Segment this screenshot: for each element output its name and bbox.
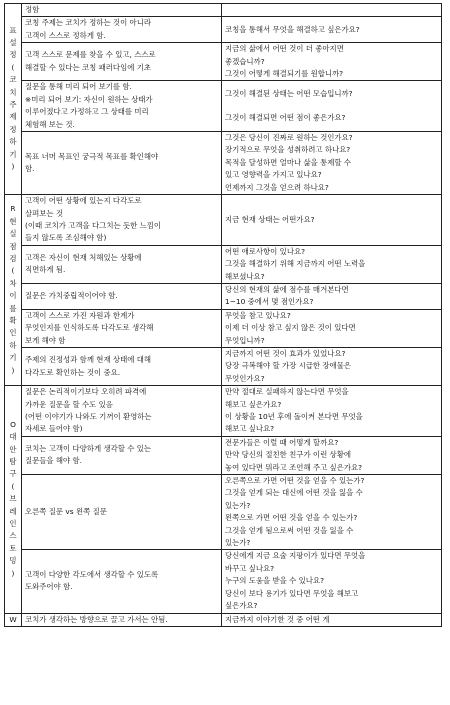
section-label-char: 를	[9, 303, 17, 313]
table-row	[5, 613, 442, 626]
description-line: 살펴보는 것	[25, 208, 64, 218]
description-cell	[22, 81, 222, 132]
section-label-char: 이	[9, 291, 17, 301]
section-label-char: 코	[9, 75, 17, 85]
description-cell	[22, 17, 222, 43]
description-line: 고객이 다양한 각도에서 생각할 수 있도록	[25, 570, 159, 580]
section-label-char: 검	[9, 253, 17, 263]
question-line: 싶은가요?	[225, 601, 258, 611]
question-line: 당신에게 지금 요술 지팡이가 있다면 무엇을	[225, 551, 366, 561]
question-cell	[222, 132, 442, 195]
section-label-char: 하	[9, 137, 17, 147]
question-cell	[222, 81, 442, 132]
section-label-char: W	[9, 614, 17, 624]
section-label-char: )	[11, 365, 15, 375]
table-row	[5, 475, 442, 550]
question-line: 누구의 도움을 받을 수 있나요?	[225, 576, 324, 586]
question-line: 바꾸고 싶나요?	[225, 563, 275, 573]
question-line: 당장 극복해야 할 가장 시급한 장애물은	[225, 361, 351, 371]
table-row	[5, 245, 442, 283]
description-line: 자세로 들어야 함)	[25, 424, 83, 434]
description-line: 주제의 진정성과 함께 현재 상태에 대해	[25, 355, 151, 365]
description-line: 해결할 수 있다는 코칭 패러다임에 기초	[25, 62, 151, 72]
question-cell	[222, 613, 442, 626]
section-label-r	[5, 195, 22, 386]
question-line: 놓여 있다면 뭐라고 조언해 주고 싶은가요?	[225, 462, 363, 472]
section-label-char: 점	[9, 241, 17, 251]
description-cell	[22, 475, 222, 550]
description-cell	[22, 386, 222, 437]
question-cell	[222, 17, 442, 43]
description-cell	[22, 613, 222, 626]
question-line: 지금의 삶에서 어떤 것이 더 좋아지면	[225, 44, 344, 54]
section-label-char: R	[10, 204, 16, 214]
question-line: 있고 영향력을 가지고 있나요?	[225, 170, 322, 180]
question-line: 좋겠습니까?	[225, 56, 265, 66]
section-label-char: 인	[9, 518, 17, 528]
question-line: 당신의 현재의 삶에 점수를 매겨본다면	[225, 284, 349, 294]
description-line: (이때 코치가 고객을 다그치는 듯한 느낌이	[25, 220, 162, 230]
question-cell	[222, 475, 442, 550]
section-label-char: 구	[9, 469, 17, 479]
question-line: 그것이 어떻게 해결되기를 원합니까?	[225, 69, 344, 79]
section-label-char: (	[11, 62, 15, 72]
section-label-char: 인	[9, 328, 17, 338]
description-line: 질문은 논리적이기보다 오히려 파격에	[25, 387, 147, 397]
description-cell	[22, 132, 222, 195]
description-line: 오른쪽 질문 vs 왼쪽 질문	[25, 507, 107, 517]
table-row	[5, 550, 442, 613]
table-row	[5, 347, 442, 385]
question-cell	[222, 195, 442, 246]
section-label-char: 제	[9, 112, 17, 122]
question-line: 그것을 해결하기 위해 지금까지 어떤 노력을	[225, 259, 366, 269]
table-row	[5, 283, 442, 309]
section-label-char: 대	[9, 432, 17, 442]
question-line: 해보고 싶은가요?	[225, 399, 282, 409]
question-line: 어떤 애로사항이 있나요?	[225, 246, 306, 256]
section-label-char: 표	[9, 25, 17, 35]
question-line: 이 상황을 10년 후에 돌이켜 본다면 무엇을	[225, 412, 363, 421]
question-line: 오른쪽으로 가면 어떤 것을 얻을 수 있는가?	[225, 476, 365, 486]
question-cell	[222, 309, 442, 347]
table-row	[5, 81, 442, 132]
table-row	[5, 309, 442, 347]
description-cell	[22, 347, 222, 385]
section-label-o	[5, 386, 22, 613]
table-row	[5, 17, 442, 43]
description-cell	[22, 43, 222, 81]
question-line: 지금까지 이야기한 것 중 어떤 게	[225, 614, 330, 624]
section-label-char: 하	[9, 340, 17, 350]
question-cell	[222, 436, 442, 474]
table-row	[5, 43, 442, 81]
section-label-char: 스	[9, 531, 17, 541]
section-label-char: )	[11, 568, 15, 578]
description-cell	[22, 245, 222, 283]
section-label-char: 레	[9, 506, 17, 516]
description-line: ※미리 되어 보기: 자신이 원하는 상태가	[25, 94, 153, 104]
table-row	[5, 386, 442, 437]
description-line: 고객 스스로 문제를 찾을 수 있고, 스스로	[25, 50, 156, 60]
section-label-char: 확	[9, 315, 17, 325]
section-label-char: O	[10, 419, 16, 429]
coaching-grow-table	[4, 3, 442, 627]
description-line: 무엇인지를 인식하도록 다각도로 생각해	[25, 323, 154, 333]
description-line: 도와주어야 함.	[25, 582, 73, 592]
section-label-char: (	[11, 481, 15, 491]
question-line	[225, 100, 438, 112]
description-cell	[22, 309, 222, 347]
question-line	[225, 4, 438, 16]
question-line: 지금까지 어떤 것이 효과가 있었나요?	[225, 348, 346, 358]
description-line: 고객은 자신이 현재 처해있는 상황에	[25, 252, 142, 262]
section-label-char: 설	[9, 38, 17, 48]
section-label-char: 정	[9, 124, 17, 134]
question-line: 있는가?	[225, 500, 251, 510]
question-cell	[222, 4, 442, 17]
section-label-char: 탐	[9, 456, 17, 466]
section-label-char: 브	[9, 494, 17, 504]
table-row	[5, 4, 442, 17]
description-line: 함.	[25, 164, 35, 174]
description-line: 질문은 가치중립적이어야 함.	[25, 291, 118, 301]
section-label-char: 기	[9, 353, 17, 363]
question-line: 1~10 중에서 몇 점인가요?	[225, 297, 314, 307]
description-cell	[22, 4, 222, 17]
section-label-char: 밍	[9, 556, 17, 566]
description-line: 질문을 통해 미리 되어 보기를 함.	[25, 82, 132, 92]
question-cell	[222, 283, 442, 309]
question-line: 지금 현재 상태는 어떤가요?	[225, 214, 315, 224]
description-line: 고객이 어떤 상황에 있는지 다각도로	[25, 196, 142, 206]
question-line: 목적을 달성하면 얼마나 삶을 통제할 수	[225, 157, 351, 167]
table-row	[5, 195, 442, 246]
description-line: (어떤 이야기가 나와도 기꺼이 환영하는	[25, 412, 152, 421]
question-line: 만약 당신의 절친한 친구가 이런 상황에	[225, 450, 351, 460]
description-cell	[22, 550, 222, 613]
description-line: 보게 해야 함	[25, 335, 66, 345]
description-cell	[22, 436, 222, 474]
question-line: 장기적으로 무엇을 성취하려고 하나요?	[225, 145, 351, 155]
description-line: 질문들을 해야 함.	[25, 456, 83, 466]
description-line: 들지 않도록 조심해야 함)	[25, 233, 107, 243]
question-line: 그것을 얻게 되는 대신에 어떤 것을 잃을 수	[225, 488, 363, 498]
question-cell	[222, 386, 442, 437]
section-label-char: 치	[9, 87, 17, 97]
section-label-char: 주	[9, 100, 17, 110]
question-line: 코칭을 통해서 무엇을 해결하고 싶은가요?	[225, 24, 360, 34]
question-line: 이제 더 이상 참고 싶지 않은 것이 있다면	[225, 323, 356, 333]
question-line: 언제까지 그것을 얻으려 하나요?	[225, 182, 329, 192]
question-cell	[222, 43, 442, 81]
description-line: 코칭 주제는 코치가 정하는 것이 아니라	[25, 18, 151, 28]
question-line: 해보셨나요?	[225, 271, 265, 281]
question-line: 만약 절대로 실패하지 않는다면 무엇을	[225, 387, 349, 397]
description-cell	[22, 283, 222, 309]
question-line: 당신이 보다 용기가 있다면 무엇을 해보고	[225, 588, 359, 598]
section-label-char: 토	[9, 543, 17, 553]
question-line: 그것이 해결되면 어떤 점이 좋은가요?	[225, 113, 346, 123]
section-label-char: 정	[9, 50, 17, 60]
description-line: 가까운 질문을 할 수도 있음	[25, 399, 113, 409]
question-line: 그것은 당신이 진짜로 원하는 것인가요?	[225, 133, 353, 143]
question-line: 그것을 얻게 됨으로써 어떤 것을 잃을 수	[225, 525, 354, 535]
question-line: 무엇입니까?	[225, 335, 265, 345]
description-line: 이루어졌다고 가정하고 그 상태를 미리	[25, 107, 149, 117]
description-cell	[22, 195, 222, 246]
question-line: 있는가?	[225, 538, 251, 548]
question-cell	[222, 347, 442, 385]
section-label-char: (	[11, 266, 15, 276]
description-line: 목표 너머 목표인 궁극적 목표를 확인해야	[25, 151, 159, 161]
section-label-char: 기	[9, 149, 17, 159]
question-cell	[222, 245, 442, 283]
question-line: 해보고 싶나요?	[225, 424, 275, 434]
question-line: 무엇인가요?	[225, 373, 265, 383]
description-line: 체험해 보는 것.	[25, 119, 75, 129]
question-line: 왼쪽으로 가면 어떤 것을 얻을 수 있는가?	[225, 513, 358, 523]
description-line: 고객이 스스로 가진 자원과 한계가	[25, 310, 135, 320]
section-label-char: 안	[9, 444, 17, 454]
section-label-char: )	[11, 162, 15, 172]
question-cell	[222, 550, 442, 613]
section-label-char: 현	[9, 216, 17, 226]
table-row	[5, 132, 442, 195]
description-line: 코치는 고객이 다양하게 생각할 수 있는	[25, 444, 151, 454]
description-line: 코치가 생각하는 방향으로 끌고 가서는 안됨.	[25, 614, 168, 624]
description-line: 직면하게 됨.	[25, 265, 66, 275]
section-label-w	[5, 613, 22, 626]
section-label-t	[5, 4, 22, 195]
section-label-char: 차	[9, 278, 17, 288]
question-line: 그것이 해결된 상태는 어떤 모습입니까?	[225, 88, 353, 98]
description-line: 다각도로 확인하는 것이 중요.	[25, 367, 121, 377]
section-label-char: 실	[9, 229, 17, 239]
description-line: 정함	[25, 5, 40, 14]
table-row	[5, 436, 442, 474]
question-line: 전문가들은 이럴 때 어떻게 할까요?	[225, 437, 339, 447]
description-line: 고객이 스스로 정하게 함.	[25, 30, 106, 40]
question-line: 무엇을 참고 있나요?	[225, 310, 291, 320]
